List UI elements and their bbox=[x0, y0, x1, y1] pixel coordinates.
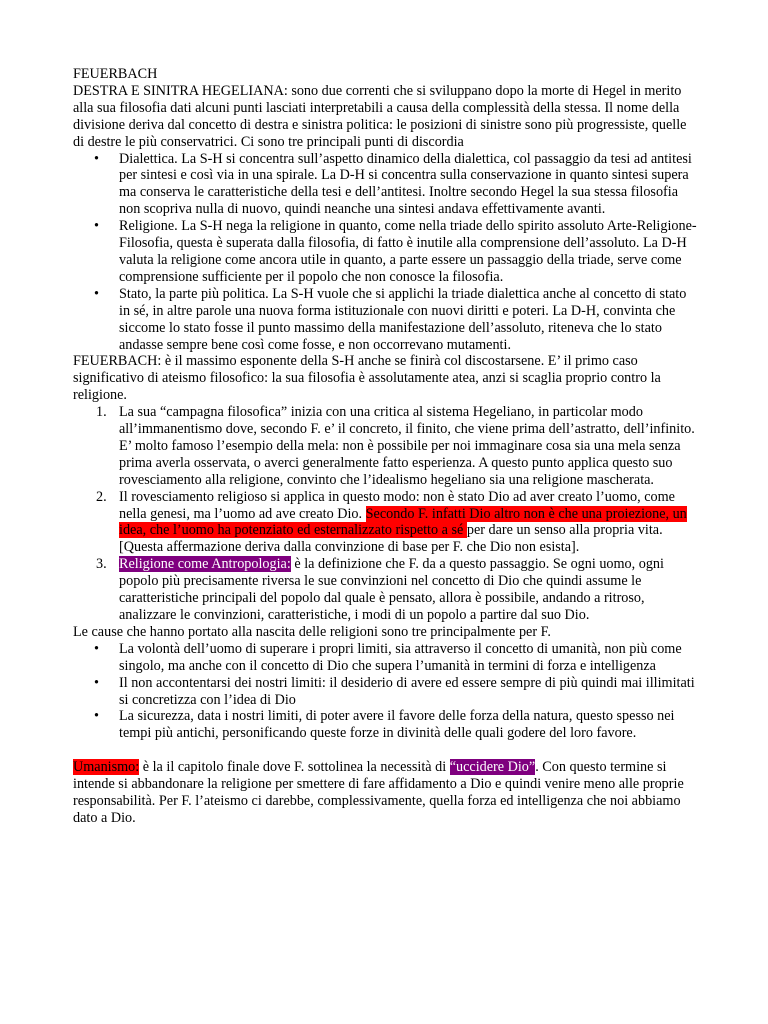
list-item bbox=[73, 489, 697, 557]
cause-text: La sicurezza, data i nostri limiti, di poter avere il favore delle forza della natura, questo spesso nei tempi più antichi, personificando queste forze in divinità delle quali godere del loro favore. bbox=[119, 708, 675, 742]
document-heading: FEUERBACH bbox=[73, 66, 158, 82]
paragraph-spacer bbox=[73, 742, 697, 759]
list-item bbox=[73, 151, 697, 219]
list-item bbox=[73, 286, 697, 354]
cause-text: Il non accontentarsi dei nostri limiti: il desiderio di avere ed essere sempre di più quindi mai illimitati si concretizza con l’idea di Dio bbox=[119, 674, 695, 708]
list-item bbox=[73, 404, 697, 489]
feuerbach-intro-paragraph: FEUERBACH: è il massimo esponente della S-H anche se finirà col discostarsene. E’ il primo caso significativo di ateismo filosofico: la sua filosofia è assolutamente atea, anzi si scaglia proprio contro la religione. bbox=[73, 353, 661, 404]
bullet-icon: • bbox=[94, 150, 99, 167]
list-item bbox=[73, 641, 697, 675]
list-number: 3. bbox=[96, 556, 107, 573]
red-highlight-text: Secondo F. infatti Dio altro non è che una proiezione, un idea, che l’uomo ha potenziato ed esternalizzato rispetto a sé bbox=[119, 505, 687, 539]
numbered-item-text-continued: per dare un senso alla propria vita. [Questa affermazione deriva dalla convinzione di base per F. che Dio non esista]. bbox=[119, 522, 663, 556]
list-item bbox=[73, 218, 697, 286]
list-number: 1. bbox=[96, 404, 107, 421]
cause-text: La volontà dell’uomo di superare i propri limiti, sia attraverso il concetto di umanità, non più come singolo, ma anche con il concetto di Dio che supera l’umanità in termini di forza e intelligenza bbox=[119, 640, 682, 674]
numbered-item-text: Il rovesciamento religioso si applica in questo modo: non è stato Dio ad aver creato l’uomo, come nella genesi, ma l’uomo ad ave creato Dio. bbox=[119, 488, 675, 522]
numbered-item-text: è la definizione che F. da a questo passaggio. Se ogni uomo, ogni popolo più precisamente riversa le sue convinzioni nel concetto di Dio che quindi assume le caratteristiche principali del popolo dal quale è pensato, allora è possibile, andando a ritroso, analizzare le convinzioni, caratteristiche, i modi di un popolo a partire dal suo Dio. bbox=[119, 556, 664, 623]
conclusion-paragraph bbox=[73, 759, 697, 827]
bullet-icon: • bbox=[94, 640, 99, 657]
list-item bbox=[73, 708, 697, 742]
discord-point-stato: Stato, la parte più politica. La S-H vuole che si applichi la triade dialettica anche al concetto di stato in sé, in altre parole una nuova forma istituzionale con nuovi diritti e poteri. La D-H, convinta che siccome lo stato fosse il punto massimo della manifestazione dell’assoluto, riteneva che lo stato andasse sempre bene così come fosse, e non occorrevano mutamenti. bbox=[119, 285, 687, 353]
discord-points-list bbox=[73, 151, 697, 354]
numbered-item-text: La sua “campagna filosofica” inizia con una critica al sistema Hegeliano, in particolar modo all’immanentismo dove, secondo F. e’ il concreto, il finito, che viene prima dell’astratto, dell’infinito. E’ molto famoso l’esempio della mela: non è possibile per noi immaginare cosa sia una mela senza prima averla osservata, o averci generalmente fatto esperienza. A questo punto applica questo suo rovesciamento alla religione, convinto che l’idealismo hegeliano sia una religione mascherata. bbox=[119, 404, 695, 488]
list-item bbox=[73, 675, 697, 709]
document-page bbox=[73, 66, 697, 827]
bullet-icon: • bbox=[94, 218, 99, 235]
causes-list bbox=[73, 641, 697, 742]
conclusion-text: è la il capitolo finale dove F. sottolinea la necessità di bbox=[139, 759, 450, 776]
purple-highlight-text: “uccidere Dio” bbox=[449, 759, 536, 776]
red-highlight-text: Umanismo: bbox=[73, 759, 140, 776]
numbered-list bbox=[73, 404, 697, 624]
bullet-icon: • bbox=[94, 708, 99, 725]
bullet-icon: • bbox=[94, 674, 99, 691]
purple-highlight-text: Religione come Antropologia: bbox=[119, 556, 291, 573]
list-number: 2. bbox=[96, 488, 107, 505]
discord-point-dialettica: Dialettica. La S-H si concentra sull’aspetto dinamico della dialettica, col passaggio da tesi ad antitesi per sintesi e così via in una spirale. La D-H si concentra sulla conservazione in quanto sintesi supera ma conserva le caratteristiche della tesi e dell’antitesi. Inoltre secondo Hegel la sua stessa filosofia non scopriva nulla di nuovo, quindi neanche una sintesi andava effettivamente avanti. bbox=[119, 150, 692, 218]
discord-point-religione: Religione. La S-H nega la religione in quanto, come nella triade dello spirito assoluto Arte-Religione-Filosofia, questa è superata dalla filosofia, di fatto è inutile alla comprensione dell’assoluto. La D-H valuta la religione come ancora utile in quanto, a parte essere un passaggio della triade, serve come comprensione sufficiente per il popolo che non conosce la filosofia. bbox=[119, 218, 697, 285]
causes-intro-paragraph: Le cause che hanno portato alla nascita delle religioni sono tre principalmente per F. bbox=[73, 623, 551, 640]
intro-paragraph: DESTRA E SINITRA HEGELIANA: sono due correnti che si sviluppano dopo la morte di Hegel in merito alla sua filosofia dati alcuni punti lasciati interpretabili a causa della complessità della stessa. Il nome della divisione deriva dal concetto di destra e sinistra politica: le posizioni di sinistre sono più progressiste, quelle di destre le più conservatrici. Ci sono tre principali punti di discordia bbox=[73, 82, 687, 150]
bullet-icon: • bbox=[94, 285, 99, 302]
conclusion-text-continued: . Con questo termine si intende si abbandonare la religione per smettere di fare affidamento a Dio e quindi venire meno alle proprie responsabilità. Per F. l’ateismo ci darebbe, complessivamente, quella forza ed intelligenza che noi abbiamo dato a Dio. bbox=[73, 759, 684, 826]
list-item bbox=[73, 556, 697, 624]
